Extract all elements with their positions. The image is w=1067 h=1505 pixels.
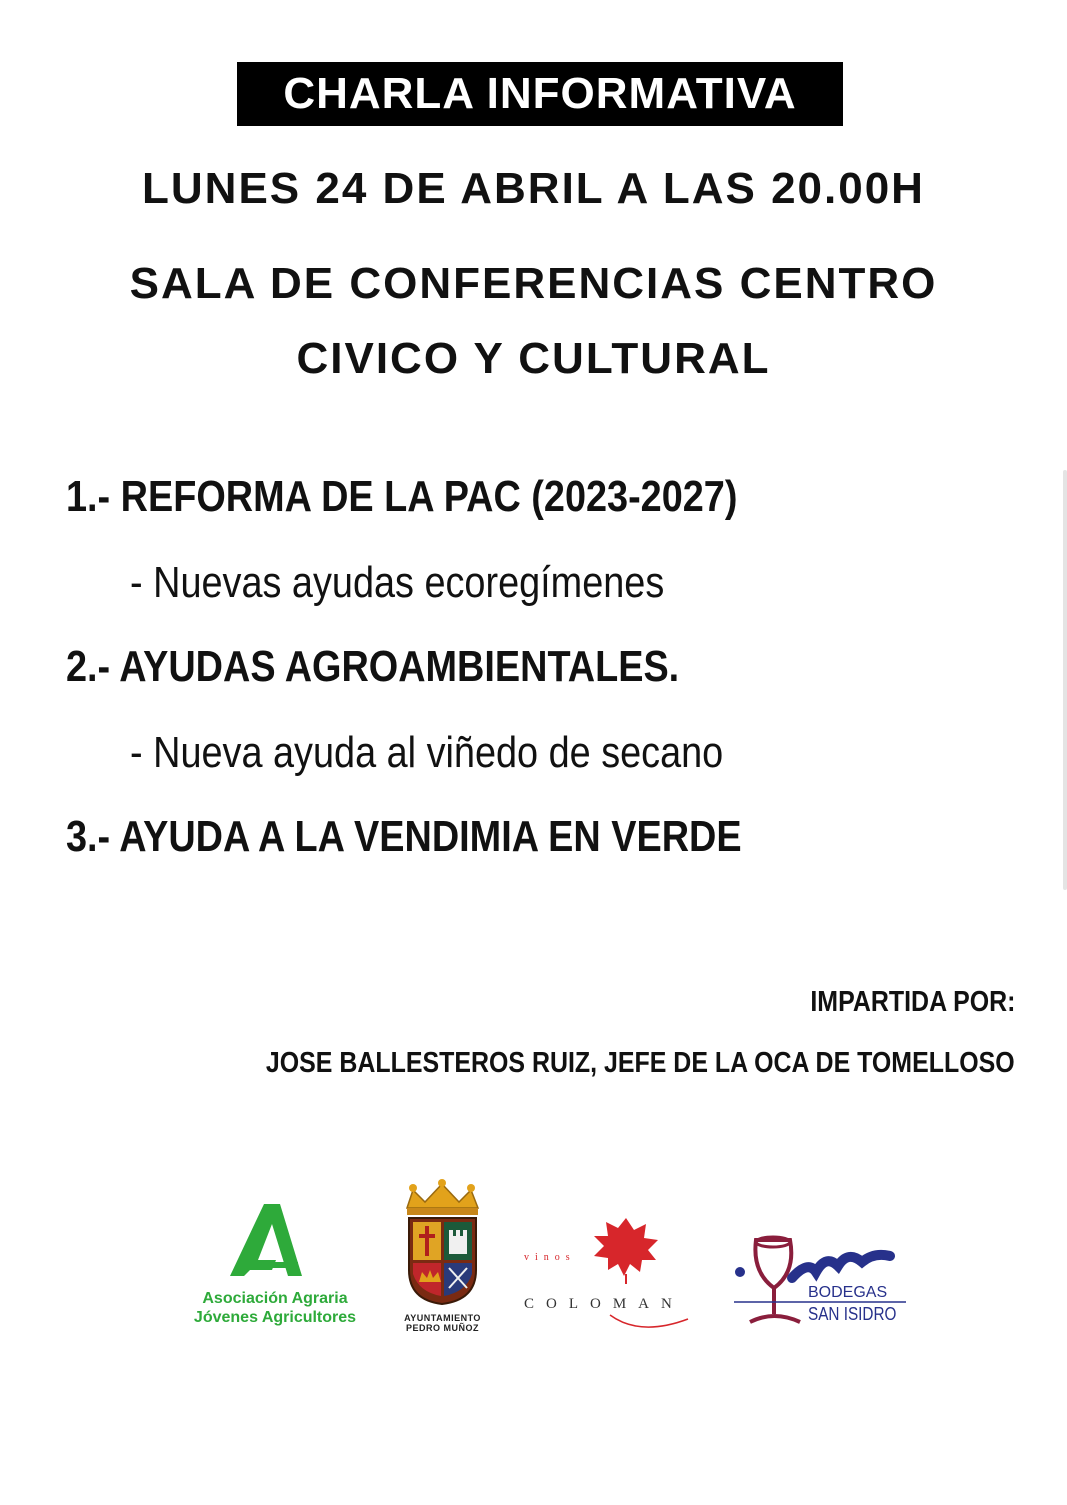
venue-line-1: SALA DE CONFERENCIAS CENTRO [129, 259, 938, 308]
coloman-swash-icon [520, 1307, 695, 1337]
asaja-line-2: Jóvenes Agricultores [193, 1309, 357, 1326]
ayuntamiento-logo [395, 1178, 490, 1338]
coloman-name: COLOMAN [524, 1296, 684, 1312]
agenda-item-3: 3.- AYUDA A LA VENDIMIA EN VERDE [66, 812, 742, 861]
venue-line-2: CIVICO Y CULTURAL [296, 334, 771, 383]
agenda-item-1: 1.- REFORMA DE LA PAC (2023-2027) [66, 472, 738, 521]
ayuntamiento-line-1: AYUNTAMIENTO [404, 1313, 481, 1323]
san-isidro-line-1: BODEGAS [808, 1284, 888, 1301]
asaja-line-1: Asociación Agraria [202, 1290, 348, 1307]
agenda-subitem-2: - Nueva ayuda al viñedo de secano [130, 728, 724, 777]
coloman-small-text: vinos [524, 1252, 576, 1263]
asaja-a-icon [180, 1200, 370, 1280]
coat-of-arms-icon [395, 1178, 490, 1308]
scrollbar[interactable] [1063, 470, 1067, 890]
speaker-name: JOSE BALLESTEROS RUIZ, JEFE DE LA OCA DE TOMELLOSO [266, 1047, 1015, 1079]
asaja-logo [180, 1200, 370, 1330]
agenda-item-2: 2.- AYUDAS AGROAMBIENTALES. [66, 642, 680, 691]
speaker-label: IMPARTIDA POR: [809, 986, 1015, 1018]
coloman-logo [520, 1212, 695, 1337]
san-isidro-line-2: SAN ISIDRO [808, 1304, 897, 1324]
event-date: LUNES 24 DE ABRIL A LAS 20.00H [142, 164, 925, 213]
agenda-subitem-1: - Nuevas ayudas ecoregímenes [130, 558, 665, 607]
poster-title: CHARLA INFORMATIVA [237, 62, 843, 126]
vine-leaf-icon [520, 1212, 695, 1284]
ayuntamiento-line-2: PEDRO MUÑOZ [406, 1323, 479, 1333]
san-isidro-logo [730, 1232, 910, 1332]
